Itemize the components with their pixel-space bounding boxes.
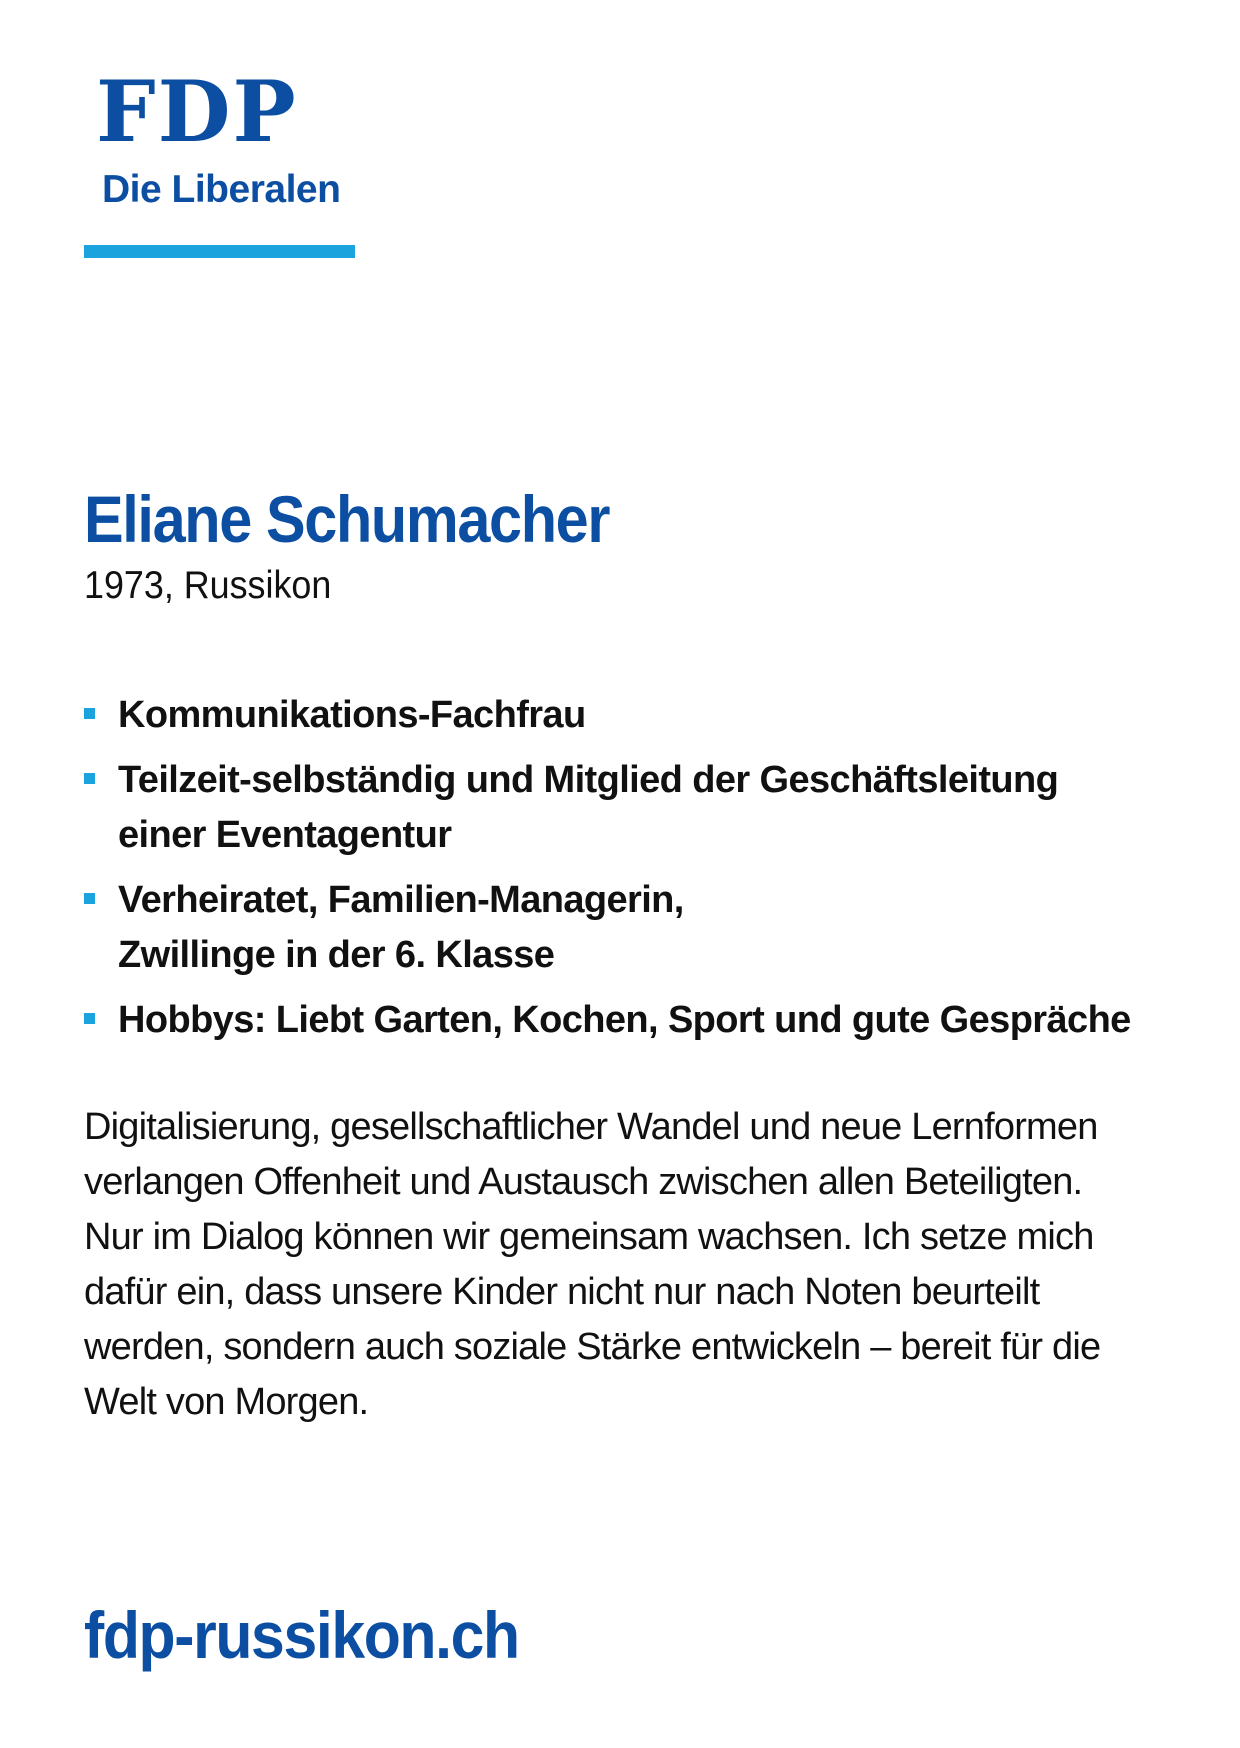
logo-accent-bar — [84, 245, 355, 258]
candidate-statement: Digitalisierung, gesellschaftlicher Wandel und neue Lernformen verlangen Offenheit und Austausch zwischen allen Beteiligten. Nur im Dialog können wir gemeinsam wachsen. Ich setze mich dafür ein, dass unsere Kinder nicht nur nach Noten beurteilt werden, sondern auch soziale Stärke entwickeln – bereit für die Welt von Morgen. — [84, 1106, 1101, 1423]
list-item-text: Verheiratet, Familien-Managerin, Zwillinge in der 6. Klasse — [118, 879, 684, 976]
list-item — [84, 753, 1174, 863]
candidate-birthyear-location: 1973, Russikon — [84, 564, 332, 607]
list-item-text: Kommunikations-Fachfrau — [118, 694, 586, 736]
logo-subtitle: Die Liberalen — [102, 168, 341, 211]
website-link[interactable]: fdp-russikon.ch — [84, 1598, 519, 1672]
list-item — [84, 688, 1174, 743]
fdp-logo — [84, 62, 364, 262]
square-bullet-icon — [84, 893, 95, 904]
square-bullet-icon — [84, 773, 95, 784]
logo-wordmark: FDP — [96, 62, 298, 161]
list-item-text: Hobbys: Liebt Garten, Kochen, Sport und gute Gespräche — [118, 999, 1131, 1041]
square-bullet-icon — [84, 708, 95, 719]
square-bullet-icon — [84, 1013, 95, 1024]
candidate-facts-list — [84, 688, 1174, 1058]
list-item — [84, 993, 1174, 1048]
candidate-name: Eliane Schumacher — [84, 482, 610, 556]
list-item-text: Teilzeit-selbständig und Mitglied der Geschäftsleitung einer Eventagentur — [118, 759, 1059, 856]
list-item — [84, 873, 1174, 983]
